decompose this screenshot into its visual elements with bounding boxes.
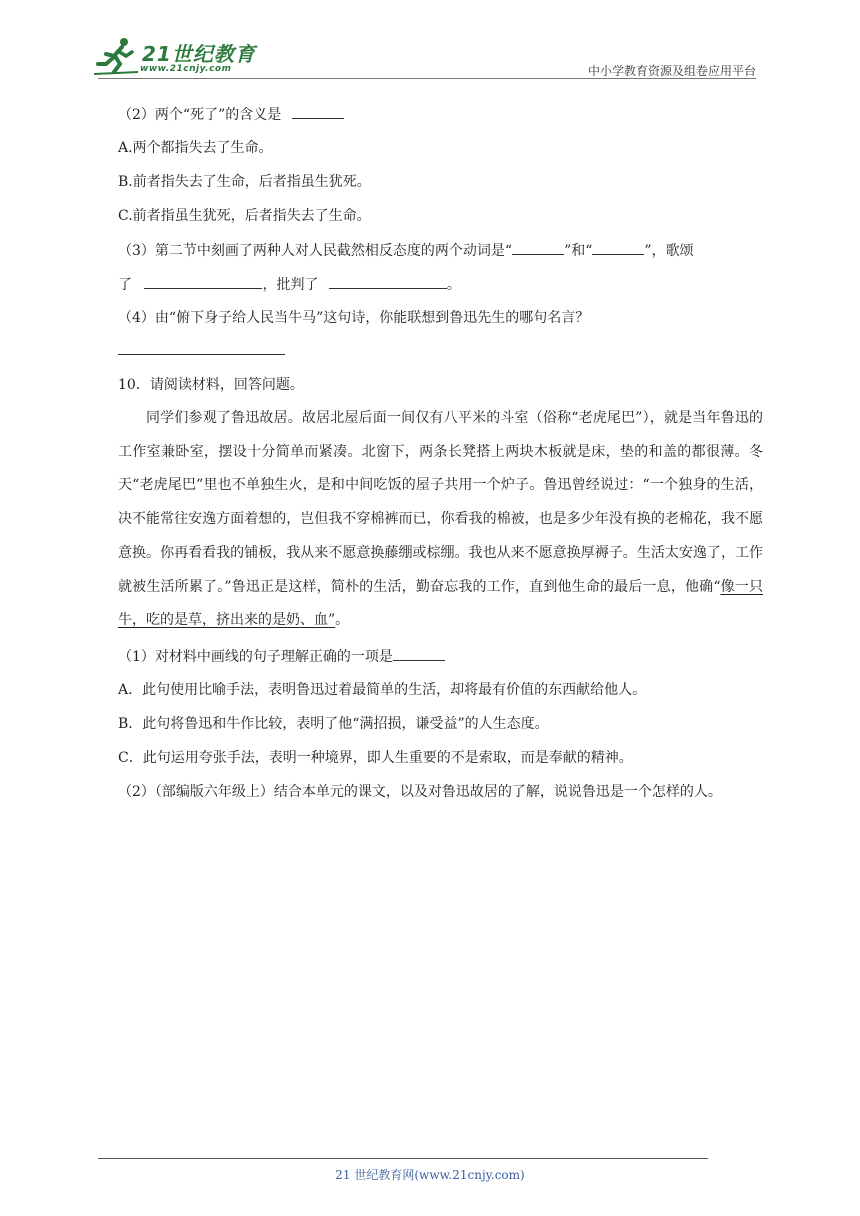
logo-url: www.21cnjy.com (140, 64, 232, 74)
logo-text: 21世纪教育 (142, 42, 256, 66)
answer-blank[interactable] (292, 104, 344, 119)
answer-blank[interactable] (329, 274, 447, 289)
q10-option-b: B．此句将鲁迅和牛作比较，表明了他“满招损，谦受益”的人生态度。 (118, 716, 549, 732)
q9-part3-line2: 了 ，批判了 。 (118, 274, 461, 295)
site-tagline: 中小学教育资源及组卷应用平台 (587, 64, 756, 78)
q9-option-b: B.前者指失去了生命，后者指虽生犹死。 (118, 174, 371, 190)
underlined-sentence: 像一只牛，吃的是草，挤出来的是奶、血” (118, 578, 764, 629)
page-footer: 21 世纪教育网(www.21cnjy.com) (335, 1168, 525, 1182)
q10-option-a: A．此句使用比喻手法，表明鲁迅过着最简单的生活，却将最有价值的东西献给他人。 (118, 682, 647, 698)
q9-option-a: A.两个都指失去了生命。 (118, 140, 273, 156)
q10-option-c: C．此句运用夸张手法，表明一种境界，即人生重要的不是索取，而是奉献的精神。 (118, 750, 633, 766)
q10-passage: 同学们参观了鲁迅故居。故居北屋后面一间仅有八平米的斗室（俗称“老虎尾巴”），就是当年鲁迅的工作室兼卧室，摆设十分简单而紧凑。北窗下，两条长凳搭上两块木板就是床，垫的和盖的都很薄。冬天“老虎尾巴”里也不单独生火，是和中间吃饭的屋子共用一个炉子。鲁迅曾经说过：“一个独身的生活，决不能常往安逸方面着想的，岂但我不穿棉裤而已，你看我的棉被，也是多少年没有换的老棉花，我不愿意换。你再看看我的铺板，我从来不愿意换藤绷或棕绷。我也从来不愿意换厚褥子。生活太安逸了，工作就被生活所累了。”鲁迅正是这样，简朴的生活，勤奋忘我的工作，直到他生命的最后一息，他确“像一只牛，吃的是草，挤出来的是奶、血”。 (118, 410, 764, 629)
answer-blank[interactable] (144, 274, 262, 289)
q9-part2-prompt: （2）两个“死了”的含义是 (118, 104, 344, 125)
answer-blank[interactable] (592, 240, 644, 255)
q9-part4-prompt: （4）由“俯下身子给人民当牛马”这句诗，你能联想到鲁迅先生的哪句名言？ (118, 310, 590, 326)
q10-part1-prompt: （1）对材料中画线的句子理解正确的一项是 (118, 646, 445, 667)
q10-part2-prompt: （2）（部编版六年级上）结合本单元的课文，以及对鲁迅故居的了解，说说鲁迅是一个怎样的人。 (118, 784, 722, 800)
header-divider (98, 78, 756, 79)
q9-part3-line1: （3）第二节中刻画了两种人对人民截然相反态度的两个动词是“ ”和“ ”，歌颂 (118, 240, 694, 261)
site-logo (94, 34, 264, 78)
footer-divider (98, 1158, 708, 1159)
page-header (0, 0, 860, 80)
q9-option-c: C.前者指虽生犹死，后者指失去了生命。 (118, 208, 371, 224)
runner-icon (94, 36, 140, 76)
q10-title: 10．请阅读材料，回答问题。 (118, 377, 304, 393)
answer-blank[interactable] (393, 646, 445, 661)
answer-blank[interactable] (118, 340, 285, 355)
answer-blank[interactable] (512, 240, 564, 255)
